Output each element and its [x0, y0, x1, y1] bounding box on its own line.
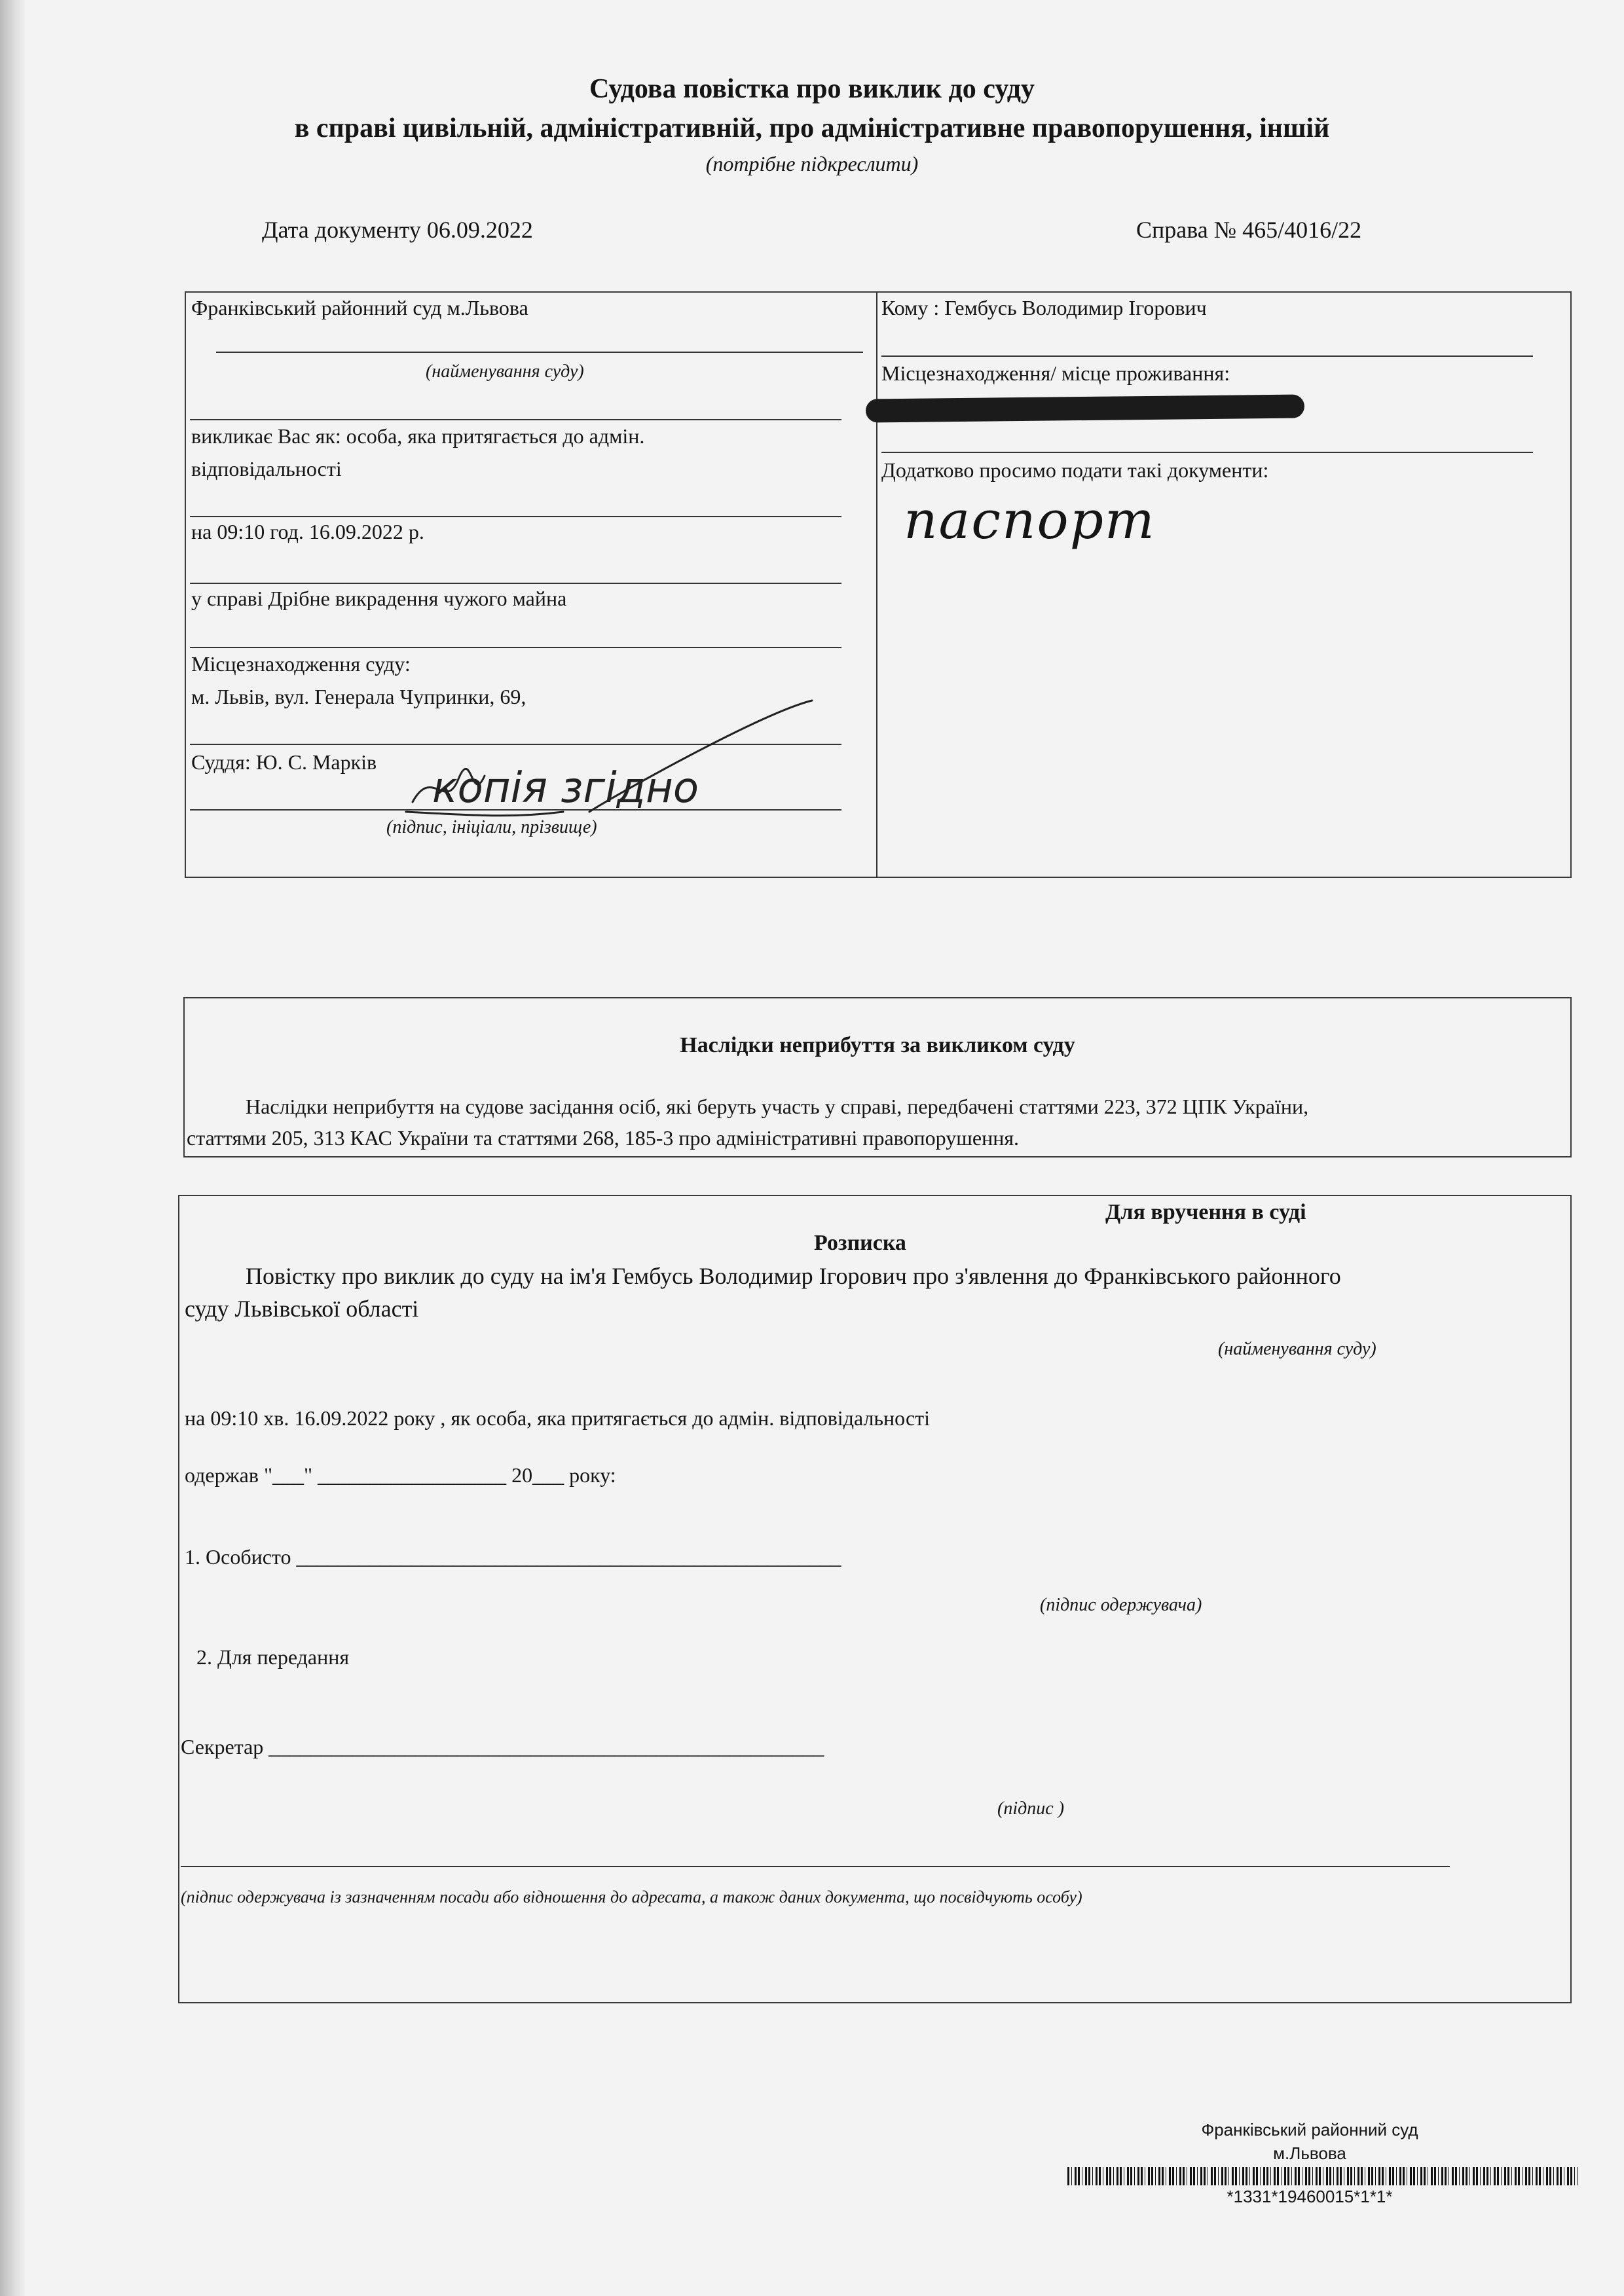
court-name: Франківський районний суд м.Львова: [191, 296, 528, 319]
for-court-delivery: Для вручення в суді: [1105, 1200, 1306, 1224]
consequences-text-line2: статтями 205, 313 КАС України та статтями 268, 185-3 про адміністративні правопорушення.: [187, 1126, 1020, 1150]
barcode-number: *1331*19460015*1*1*: [1227, 2187, 1393, 2206]
footer-court-line1: Франківський районний суд: [1201, 2120, 1418, 2140]
judge-signature-caption: (підпис, ініціали, прізвище): [386, 817, 597, 837]
underline: [881, 355, 1533, 357]
summons-column-divider: [876, 291, 877, 878]
secretary-line: Секретар _____________________________________________________: [181, 1735, 824, 1758]
court-address: м. Львів, вул. Генерала Чупринки, 69,: [191, 685, 526, 708]
underline: [190, 647, 841, 648]
consequences-text-line1: Наслідки неприбуття на судове засідання осіб, які беруть участь у справі, передбачені статтями 223, 372 ЦПК України,: [246, 1095, 1309, 1118]
receipt-text-line2: суду Львівської області: [185, 1296, 419, 1322]
personally-line: 1. Особисто ____________________________________________________: [185, 1545, 841, 1569]
judge-name: Суддя: Ю. С. Марків: [191, 750, 377, 774]
called-as-line1: викликає Вас як: особа, яка притягається до адмін.: [191, 424, 645, 448]
underline: [181, 1866, 1450, 1867]
recipient-signature-caption: (підпис одержувача): [1040, 1595, 1202, 1615]
receipt-text-line1: Повістку про виклик до суду на ім'я Гембусь Володимир Ігорович про з'явлення до Франківського районного: [246, 1263, 1341, 1289]
judge-signature-text: копія згідно: [432, 764, 699, 812]
secretary-signature-caption: (підпис ): [997, 1798, 1065, 1819]
recipient-name: Кому : Гембусь Володимир Ігорович: [881, 296, 1207, 319]
page-title-line2: в справі цивільній, адміністративній, про адміністративне правопорушення, іншій: [294, 113, 1330, 143]
page-title: Судова повістка про виклик до суду: [589, 74, 1035, 104]
called-as-line2: відповідальності: [191, 457, 342, 481]
underline: [881, 452, 1533, 453]
residence-label: Місцезнаходження/ місце проживання:: [881, 361, 1230, 385]
case-number: Справа № 465/4016/22: [1136, 217, 1362, 243]
redacted-address: [866, 394, 1304, 422]
judge-signature: [393, 687, 825, 838]
footer-court-line2: м.Львова: [1273, 2143, 1346, 2163]
recipient-details-caption: (підпис одержувача із зазначенням посади або відношення до адресата, а також даних документа, що посвідчують особу): [181, 1887, 1082, 1906]
underline: [216, 352, 863, 353]
for-transfer-line: 2. Для передання: [196, 1645, 350, 1669]
receipt-title: Розписка: [814, 1231, 906, 1255]
underline: [190, 419, 841, 420]
underline: [190, 583, 841, 584]
barcode: [1067, 2167, 1578, 2185]
document-date: Дата документу 06.09.2022: [262, 217, 533, 243]
court-location-label: Місцезнаходження суду:: [191, 652, 411, 676]
consequences-title: Наслідки неприбуття за викликом суду: [680, 1033, 1075, 1057]
scan-edge: [0, 0, 25, 2296]
page-subtitle: (потрібне підкреслити): [705, 152, 919, 175]
court-name-caption: (найменування суду): [426, 361, 584, 382]
documents-label: Додатково просимо подати такі документи:: [881, 458, 1269, 482]
receipt-time-line: на 09:10 хв. 16.09.2022 року , як особа, яка притягається до адмін. відповідальності: [185, 1406, 931, 1430]
received-line: одержав "___" __________________ 20___ року:: [185, 1463, 616, 1487]
documents-handwritten: паспорт: [904, 490, 1156, 551]
receipt-court-caption: (найменування суду): [1218, 1339, 1376, 1359]
hearing-time: на 09:10 год. 16.09.2022 р.: [191, 520, 424, 543]
underline: [190, 516, 841, 517]
case-subject: у справі Дрібне викрадення чужого майна: [191, 587, 567, 610]
